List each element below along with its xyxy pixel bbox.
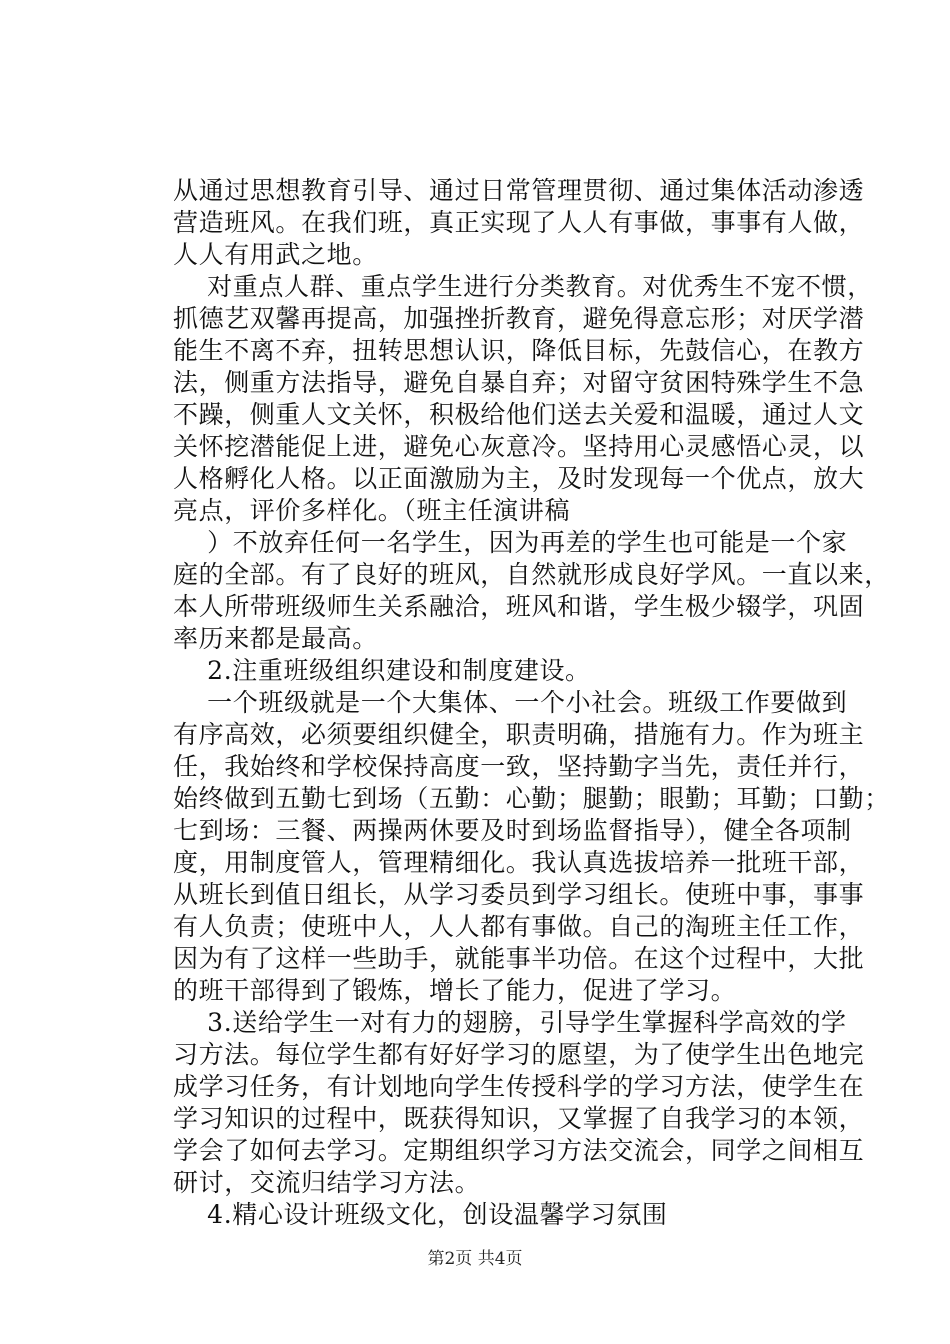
text-line: 度，用制度管人，管理精细化。我认真选拔培养一批班干部， (173, 848, 865, 877)
text-line: 有序高效，必须要组织健全，职责明确，措施有力。作为班主 (173, 720, 865, 749)
text-line: 七到场：三餐、两操两休要及时到场监督指导），健全各项制 (173, 816, 852, 845)
text-line: 法，侧重方法指导，避免自暴自弃；对留守贫困特殊学生不急 (173, 368, 865, 397)
text-line: 人格孵化人格。以正面激励为主，及时发现每一个优点，放大 (173, 464, 865, 493)
text-line: 2.注重班级组织建设和制度建设。 (173, 656, 591, 685)
text-line: 研讨，交流归结学习方法。 (173, 1168, 481, 1197)
text-line: 有人负责；使班中人，人人都有事做。自己的淘班主任工作， (173, 912, 865, 941)
text-line: 营造班风。在我们班，真正实现了人人有事做，事事有人做， (173, 208, 865, 237)
text-line: 从通过思想教育引导、通过日常管理贯彻、通过集体活动渗透 (173, 176, 865, 205)
text-line: 习方法。每位学生都有好好学习的愿望，为了使学生出色地完 (173, 1040, 865, 1069)
text-line: 从班长到值日组长，从学习委员到学习组长。使班中事，事事 (173, 880, 865, 909)
text-line: 亮点，评价多样化。（班主任演讲稿 (173, 496, 571, 525)
text-line: 不躁，侧重人文关怀，积极给他们送去关爱和温暖，通过人文 (173, 400, 865, 429)
text-line: ）不放弃任何一名学生，因为再差的学生也可能是一个家 (173, 528, 848, 557)
text-line: 学会了如何去学习。定期组织学习方法交流会，同学之间相互 (173, 1136, 865, 1165)
text-line: 庭的全部。有了良好的班风，自然就形成良好学风。一直以来， (173, 560, 890, 589)
text-line: 对重点人群、重点学生进行分类教育。对优秀生不宠不惯， (173, 272, 873, 301)
text-line: 能生不离不弃，扭转思想认识，降低目标，先鼓信心，在教方 (173, 336, 865, 365)
text-line: 关怀挖潜能促上进，避免心灰意冷。坚持用心灵感悟心灵，以 (173, 432, 865, 461)
text-line: 的班干部得到了锻炼，增长了能力，促进了学习。 (173, 976, 737, 1005)
text-line: 抓德艺双馨再提高，加强挫折教育，避免得意忘形；对厌学潜 (173, 304, 865, 333)
text-line: 率历来都是最高。 (173, 624, 378, 653)
text-line: 4.精心设计班级文化，创设温馨学习氛围 (173, 1200, 668, 1229)
text-line: 本人所带班级师生关系融洽，班风和谐，学生极少辍学，巩固 (173, 592, 865, 621)
text-line: 任，我始终和学校保持高度一致，坚持勤字当先，责任并行， (173, 752, 865, 781)
text-line: 学习知识的过程中，既获得知识，又掌握了自我学习的本领， (173, 1104, 865, 1133)
text-line: 因为有了这样一些助手，就能事半功倍。在这个过程中，大批 (173, 944, 865, 973)
text-line: 始终做到五勤七到场（五勤：心勤；腿勤；眼勤；耳勤；口勤； (173, 784, 890, 813)
text-line: 人人有用武之地。 (173, 240, 378, 269)
text-line: 3.送给学生一对有力的翅膀，引导学生掌握科学高效的学 (173, 1008, 847, 1037)
page-number-footer: 第2页 共4页 (427, 1249, 523, 1269)
text-line: 一个班级就是一个大集体、一个小社会。班级工作要做到 (173, 688, 848, 717)
text-line: 成学习任务，有计划地向学生传授科学的学习方法，使学生在 (173, 1072, 865, 1101)
